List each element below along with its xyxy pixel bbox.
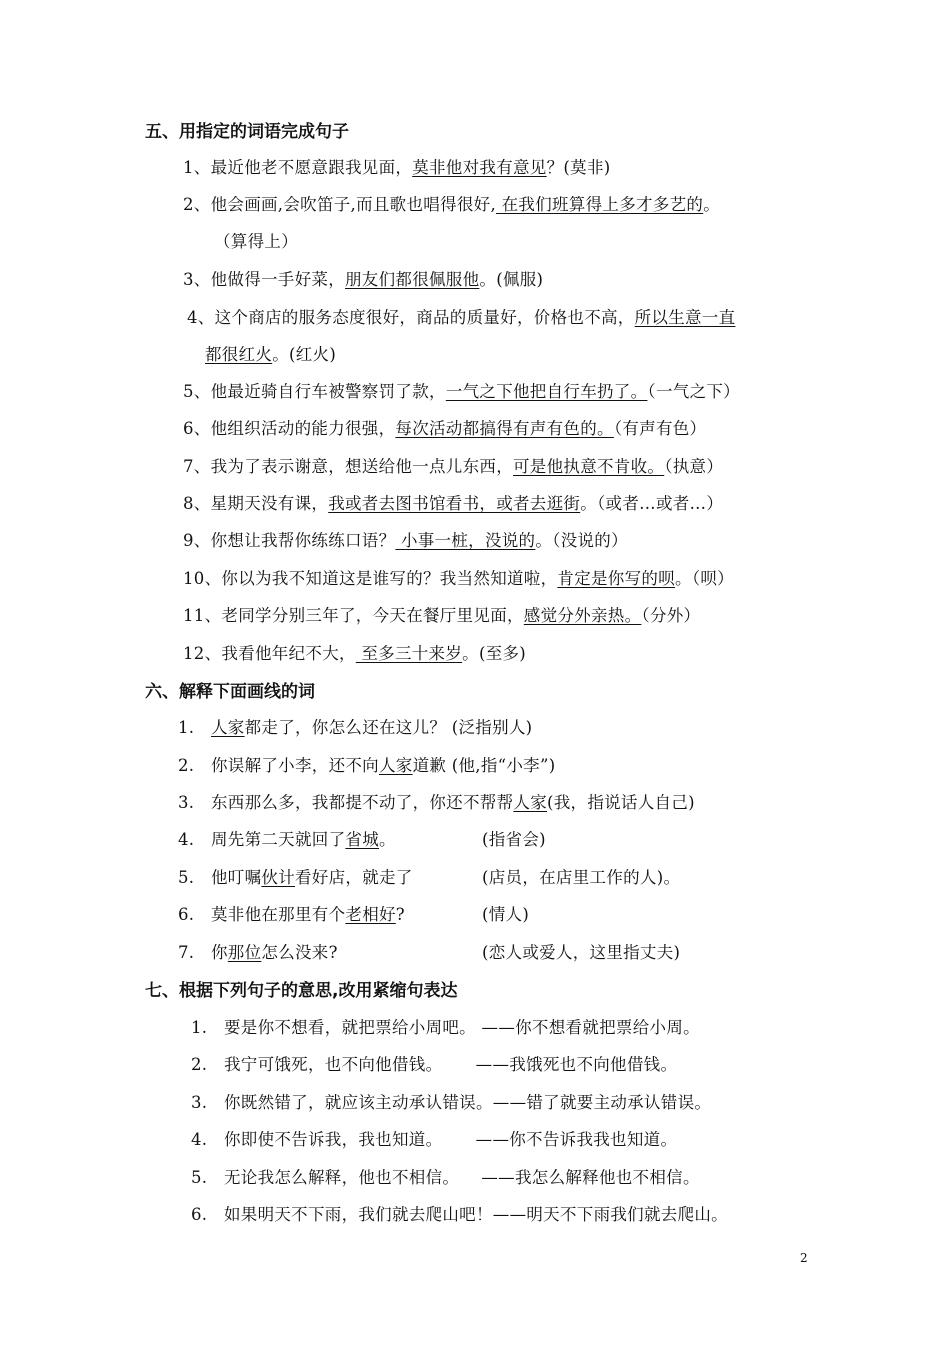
section-5-title: 五、用指定的词语完成句子 [145,122,349,142]
s6-item-7: 7. 你那位怎么没来? (恋人或爱人，这里指丈夫) [178,943,681,962]
s7-item-6: 6. 如果明天不下雨，我们就去爬山吧！——明天不下雨我们就去爬山。 [191,1205,728,1224]
s6-item-2: 2. 你误解了小李，还不向人家道歉 (他,指“小李”) [178,756,556,775]
s6-item-5: 5. 他叮嘱伙计看好店，就走了 (店员，在店里工作的人)。 [178,868,681,887]
s7-item-2: 2. 我宁可饿死，也不向他借钱。 ——我饿死也不向他借钱。 [191,1055,678,1074]
s7-item-5: 5. 无论我怎么解释，他也不相信。 ——我怎么解释他也不相信。 [191,1168,700,1187]
s7-item-3: 3. 你既然错了，就应该主动承认错误。——错了就要主动承认错误。 [191,1093,712,1112]
s5-item-11: 11、老同学分别三年了，今天在餐厅里见面，感觉分外亲热。（分外） [183,606,701,625]
s7-item-1: 1. 要是你不想看，就把票给小周吧。 ——你不想看就把票给小周。 [191,1018,700,1037]
s5-item-3: 3、他做得一手好菜，朋友们都很佩服他。(佩服) [183,270,544,289]
s5-item-5: 5、他最近骑自行车被警察罚了款，一气之下他把自行车扔了。（一气之下） [183,382,740,401]
s6-item-3: 3. 东西那么多，我都提不动了，你还不帮帮人家(我，指说话人自己) [178,793,695,812]
s5-item-12: 12、我看他年纪不大， 至多三十来岁。(至多) [183,644,527,663]
s5-item-6: 6、他组织活动的能力很强，每次活动都搞得有声有色的。（有声有色） [183,419,707,438]
s5-item-7: 7、我为了表示谢意，想送给他一点儿东西，可是他执意不肯收。（执意） [183,457,724,476]
section-6-title: 六、解释下面画线的词 [145,682,315,702]
s7-item-4: 4. 你即使不告诉我，我也知道。 ——你不告诉我我也知道。 [191,1130,678,1149]
s5-item-4: 4、这个商店的服务态度很好，商品的质量好，价格也不高，所以生意一直 [187,308,736,327]
section-7-title: 七、根据下列句子的意思,改用紧缩句表达 [145,981,458,1001]
s5-item-4-cont: 都很红火。(红火) [205,345,337,364]
s6-item-1: 1. 人家都走了，你怎么还在这儿？ (泛指别人) [178,718,533,737]
s5-item-9: 9、你想让我帮你练练口语？ 小事一桩，没说的。（没说的） [183,531,628,550]
s5-item-1: 1、最近他老不愿意跟我见面，莫非他对我有意见？(莫非) [183,158,611,177]
s5-item-2: 2、他会画画,会吹笛子,而且歌也唱得很好, 在我们班算得上多才多艺的。 [183,195,721,214]
s6-item-6: 6. 莫非他在那里有个老相好? (情人) [178,905,530,924]
s5-item-2-cont: （算得上） [214,232,298,251]
page-number: 2 [800,1251,808,1265]
s5-item-10: 10、你以为我不知道这是谁写的？我当然知道啦，肯定是你写的呗。（呗） [183,569,734,588]
s5-item-8: 8、星期天没有课，我或者去图书馆看书，或者去逛街。（或者…或者…） [183,494,724,513]
s6-item-4: 4. 周先第二天就回了省城。 (指省会) [178,830,546,849]
